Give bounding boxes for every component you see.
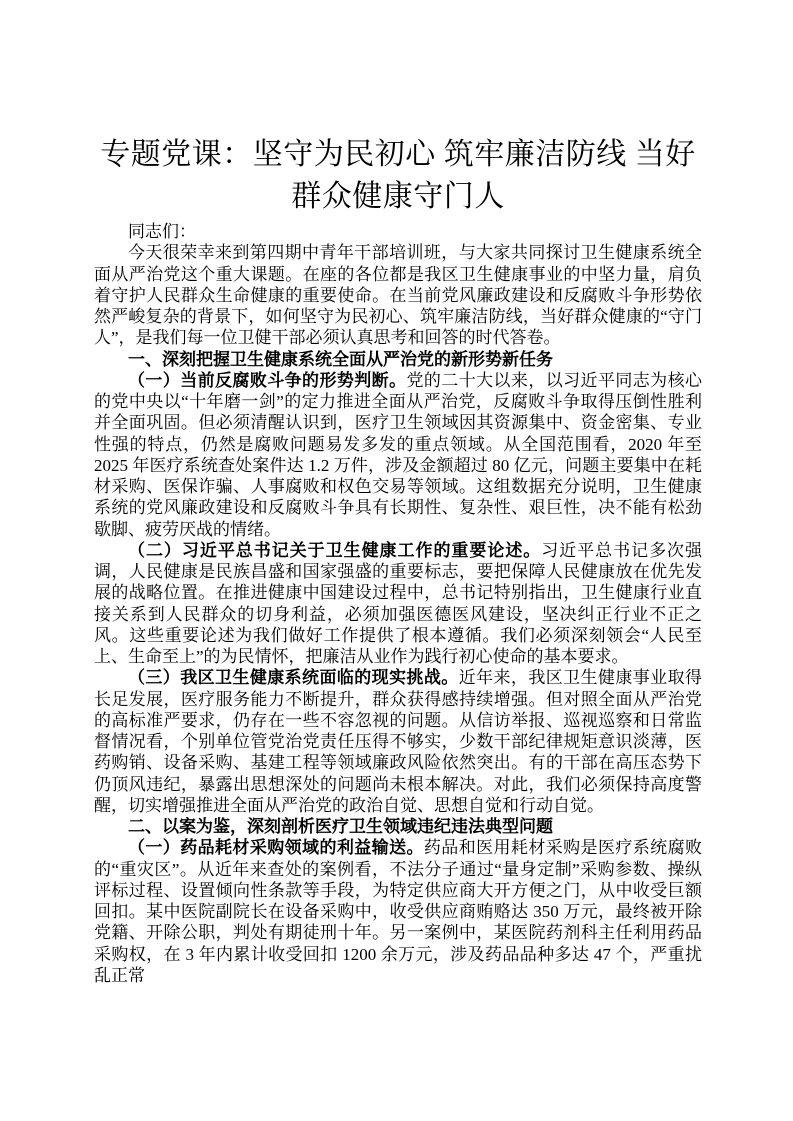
paragraph [94, 540, 702, 668]
paragraph-text: 习近平总书记多次强调，人民健康是民族昌盛和国家强盛的重要标志，要把保障人民健康放在优先发展的战略位置。在推进健康中国建设过程中，总书记特别指出，卫生健康行业直接关系到人民群众的切身利益，必须加强医德医风建设，坚决纠正行业不正之风。这些重要论述为我们做好工作提供了根本遵循。我们必须深刻领会“人民至上、生命至上”的为民情怀，把廉洁从业作为践行初心使命的基本要求。 [94, 540, 703, 666]
document-content [94, 0, 702, 986]
document-body [94, 221, 702, 986]
paragraph-lead: （一）药品耗材采购领域的利益输送。 [128, 838, 424, 858]
paragraph-lead: （三）我区卫生健康系统面临的现实挑战。 [128, 668, 459, 688]
paragraph [94, 370, 702, 540]
paragraph-lead: （一）当前反腐败斗争的形势判断。 [128, 370, 407, 390]
paragraph [94, 837, 702, 986]
paragraph-text: 药品和医用耗材采购是医疗系统腐败的“重灾区”。从近年来查处的案例看，不法分子通过“量身定制”采购参数、操纵评标过程、设置倾向性条款等手段，为特定供应商大开方便之门，从中收受巨额回扣。某中医院副院长在设备采购中，收受供应商贿赂达 350 万元，最终被开除党籍、开除公职，判处有期徒刑十年。另一案例中，某医院药剂科主任利用药品采购权，在 3 年内累计收受回扣 1200 余万元，涉及药品品种多达 47 个，严重扰乱正常 [94, 838, 702, 985]
document-title: 专题党课：坚守为民初心 筑牢廉洁防线 当好群众健康守门人 [100, 138, 696, 213]
salutation: 同志们： [128, 222, 196, 241]
section-heading-1: 一、深刻把握卫生健康系统全面从严治党的新形势新任务 [128, 349, 553, 369]
intro-paragraph: 今天很荣幸来到第四期中青年干部培训班，与大家共同探讨卫生健康系统全面从严治党这个重大课题。在座的各位都是我区卫生健康事业的中坚力量，肩负着守护人民群众生命健康的重要使命。在当前党风廉政建设和反腐败斗争形势依然严峻复杂的背景下，如何坚守为民初心、筑牢廉洁防线，当好群众健康的“守门人”，是我们每一位卫健干部必须认真思考和回答的时代答卷。 [94, 243, 702, 348]
section-heading-2: 二、以案为鉴，深刻剖析医疗卫生领域违纪违法典型问题 [128, 817, 553, 836]
paragraph [94, 667, 702, 816]
paragraph-lead: （二）习近平总书记关于卫生健康工作的重要论述。 [128, 540, 542, 560]
paragraph-text: 近年来，我区卫生健康事业取得长足发展，医疗服务能力不断提升，群众获得感持续增强。但对照全面从严治党的高标准严要求，仍存在一些不容忽视的问题。从信访举报、巡视巡察和日常监督情况看，个别单位管党治党责任压得不够实，少数干部纪律规矩意识淡薄，医药购销、设备采购、基建工程等领域廉政风险依然突出。有的干部在高压态势下仍顶风违纪，暴露出思想深处的问题尚未根本解决。对此，我们必须保持高度警醒，切实增强推进全面从严治党的政治自觉、思想自觉和行动自觉。 [94, 668, 702, 815]
paragraph-text: 党的二十大以来，以习近平同志为核心的党中央以“十年磨一剑”的定力推进全面从严治党，反腐败斗争取得压倒性胜利并全面巩固。但必须清醒认识到，医疗卫生领域因其资源集中、资金密集、专业性强的特点，仍然是腐败问题易发多发的重点领域。从全国范围看，2020 年至 2025 年医疗系统查处案件达 1.2 万件，涉及金额超过 80 亿元，问题主要集中在耗材采购、医保诈骗、人事腐败和权色交易等领域。这组数据充分说明，卫生健康系统的党风廉政建设和反腐败斗争具有长期性、复杂性、艰巨性，决不能有松劲歇脚、疲劳厌战的情绪。 [94, 370, 702, 539]
